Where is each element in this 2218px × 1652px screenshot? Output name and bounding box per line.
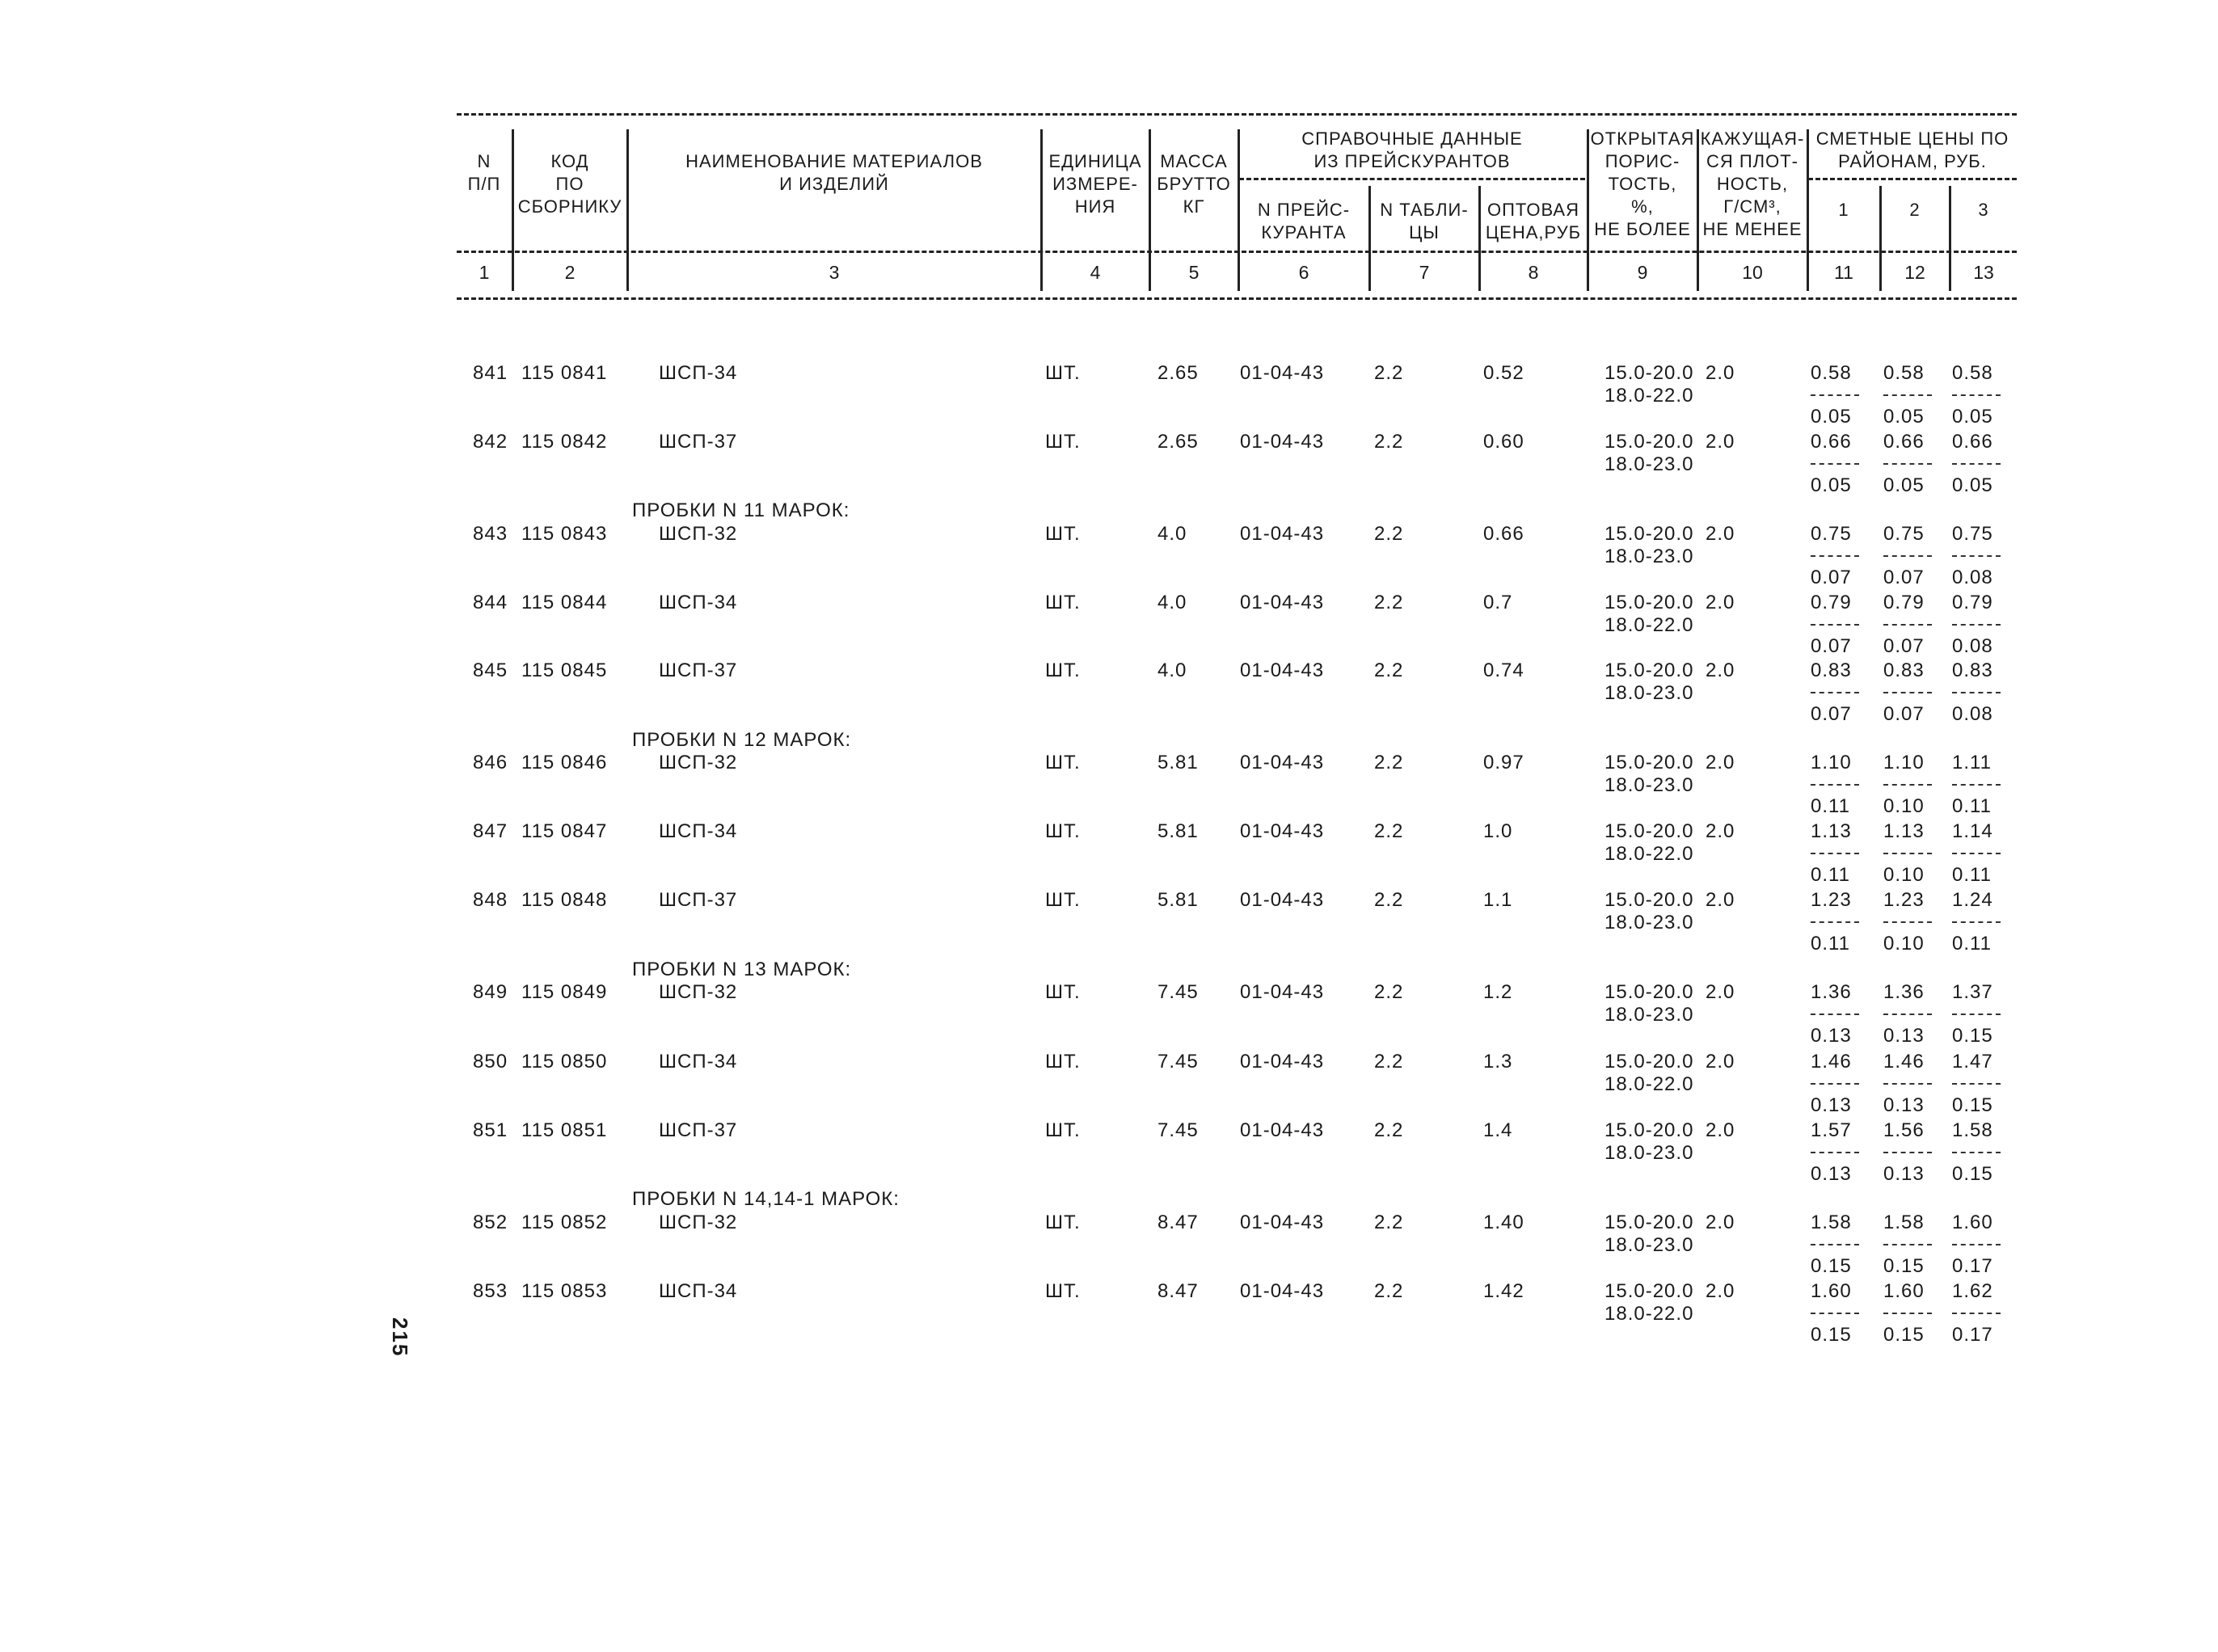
fraction-rule — [1811, 692, 1859, 693]
row-price-region-3: 1.58 — [1952, 1119, 1993, 1141]
row-price-list: 01-04-43 — [1240, 1051, 1325, 1073]
row-unit: ШТ. — [1045, 889, 1081, 911]
colnum-10: 10 — [1742, 262, 1763, 283]
row-unit: ШТ. — [1045, 1280, 1081, 1302]
row-price-region-3: 1.62 — [1952, 1280, 1993, 1302]
row-mass: 7.45 — [1157, 1119, 1199, 1141]
row-price-list: 01-04-43 — [1240, 1280, 1325, 1302]
hdr-ref-group: СПРАВОЧНЫЕ ДАННЫЕ ИЗ ПРЕЙСКУРАНТОВ — [1301, 129, 1523, 171]
fraction-rule — [1811, 921, 1859, 923]
fraction-rule — [1952, 555, 2001, 557]
row-porosity-max: 18.0-22.0 — [1604, 1073, 1694, 1095]
row-price-region-1-secondary: 0.11 — [1811, 795, 1850, 817]
fraction-rule — [1952, 784, 2001, 786]
row-price-region-2-secondary: 0.15 — [1883, 1255, 1925, 1277]
fraction-rule — [1952, 1014, 2001, 1015]
row-density: 2.0 — [1706, 523, 1735, 545]
row-unit: ШТ. — [1045, 1119, 1081, 1141]
row-price-region-2-secondary: 0.13 — [1883, 1025, 1925, 1047]
row-table-number: 2.2 — [1374, 660, 1404, 681]
row-price-region-2-secondary: 0.05 — [1883, 406, 1925, 428]
row-porosity-max: 18.0-23.0 — [1604, 1142, 1694, 1164]
fraction-rule — [1952, 1244, 2001, 1245]
row-porosity-min: 15.0-20.0 — [1604, 752, 1694, 773]
row-porosity-min: 15.0-20.0 — [1604, 1051, 1694, 1073]
row-price-region-2: 1.23 — [1883, 889, 1925, 911]
row-code: 115 0842 — [521, 431, 608, 453]
row-price-region-1: 0.79 — [1811, 592, 1852, 613]
row-price-region-3-secondary: 0.15 — [1952, 1094, 1993, 1116]
hdr-col-3: НАИМЕНОВАНИЕ МАТЕРИАЛОВ И ИЗДЕЛИЙ — [685, 151, 983, 194]
row-porosity-max: 18.0-22.0 — [1604, 843, 1694, 865]
row-table-number: 2.2 — [1374, 981, 1404, 1003]
row-price-region-3: 0.75 — [1952, 523, 1993, 545]
fraction-rule — [1811, 1244, 1859, 1245]
row-porosity-max: 18.0-22.0 — [1604, 385, 1694, 407]
hdr-region-2: 2 — [1909, 200, 1921, 220]
row-price-region-1-secondary: 0.15 — [1811, 1255, 1852, 1277]
group-heading: ПРОБКИ N 14,14-1 МАРОК: — [632, 1188, 900, 1210]
row-name: ШСП-37 — [659, 1119, 738, 1141]
group-heading: ПРОБКИ N 11 МАРОК: — [632, 499, 850, 521]
fraction-rule — [1952, 1152, 2001, 1153]
row-porosity-min: 15.0-20.0 — [1604, 1280, 1694, 1302]
row-unit: ШТ. — [1045, 981, 1081, 1003]
row-price-list: 01-04-43 — [1240, 592, 1325, 613]
row-porosity-max: 18.0-23.0 — [1604, 1234, 1694, 1256]
row-density: 2.0 — [1706, 431, 1735, 453]
row-code: 115 0847 — [521, 820, 608, 842]
row-table-number: 2.2 — [1374, 1119, 1404, 1141]
row-porosity-max: 18.0-22.0 — [1604, 614, 1694, 636]
row-price-region-2-secondary: 0.10 — [1883, 864, 1925, 886]
row-code: 115 0846 — [521, 752, 608, 773]
row-price-list: 01-04-43 — [1240, 820, 1325, 842]
row-price-region-2: 1.56 — [1883, 1119, 1925, 1141]
row-number: 846 — [473, 752, 508, 773]
row-price-region-3: 0.66 — [1952, 431, 1993, 453]
row-name: ШСП-32 — [659, 981, 738, 1003]
fraction-rule — [1811, 1014, 1859, 1015]
row-price-region-1: 0.75 — [1811, 523, 1852, 545]
hdr-col-8: ОПТОВАЯ ЦЕНА,РУБ — [1485, 200, 1582, 242]
row-wholesale-price: 1.3 — [1483, 1051, 1513, 1073]
row-price-region-3-secondary: 0.17 — [1952, 1324, 1993, 1346]
row-price-region-3: 0.79 — [1952, 592, 1993, 613]
row-table-number: 2.2 — [1374, 362, 1404, 384]
row-price-region-3: 0.58 — [1952, 362, 1993, 384]
row-price-region-2: 0.83 — [1883, 660, 1925, 681]
fraction-rule — [1883, 1313, 1932, 1314]
row-name: ШСП-34 — [659, 1051, 738, 1073]
row-code: 115 0845 — [521, 660, 608, 681]
hdr-col-4: ЕДИНИЦА ИЗМЕРЕ- НИЯ — [1048, 151, 1142, 217]
fraction-rule — [1883, 555, 1932, 557]
row-price-region-1: 1.13 — [1811, 820, 1852, 842]
row-unit: ШТ. — [1045, 523, 1081, 545]
row-price-list: 01-04-43 — [1240, 1212, 1325, 1233]
row-table-number: 2.2 — [1374, 820, 1404, 842]
fraction-rule — [1952, 624, 2001, 626]
fraction-rule — [1952, 394, 2001, 396]
row-price-region-1-secondary: 0.07 — [1811, 567, 1852, 588]
row-price-region-3: 0.83 — [1952, 660, 1993, 681]
colnum-6: 6 — [1298, 262, 1309, 283]
row-price-region-3-secondary: 0.08 — [1952, 635, 1993, 657]
row-density: 2.0 — [1706, 1212, 1735, 1233]
row-wholesale-price: 0.74 — [1483, 660, 1524, 681]
row-price-region-2: 0.75 — [1883, 523, 1925, 545]
row-code: 115 0849 — [521, 981, 608, 1003]
row-price-region-2-secondary: 0.07 — [1883, 635, 1925, 657]
colnum-9: 9 — [1637, 262, 1648, 283]
group-heading: ПРОБКИ N 12 МАРОК: — [632, 729, 852, 751]
group-heading: ПРОБКИ N 13 МАРОК: — [632, 959, 852, 980]
row-price-region-1: 1.46 — [1811, 1051, 1852, 1073]
row-price-region-3-secondary: 0.15 — [1952, 1163, 1993, 1185]
row-density: 2.0 — [1706, 1051, 1735, 1073]
row-mass: 2.65 — [1157, 431, 1199, 453]
row-price-region-3: 1.37 — [1952, 981, 1993, 1003]
row-porosity-max: 18.0-23.0 — [1604, 682, 1694, 704]
row-price-list: 01-04-43 — [1240, 1119, 1325, 1141]
row-density: 2.0 — [1706, 1119, 1735, 1141]
row-price-region-2-secondary: 0.13 — [1883, 1163, 1925, 1185]
row-price-region-1: 0.83 — [1811, 660, 1852, 681]
row-name: ШСП-37 — [659, 431, 738, 453]
row-table-number: 2.2 — [1374, 523, 1404, 545]
row-price-region-3-secondary: 0.08 — [1952, 703, 1993, 725]
row-price-region-2: 0.66 — [1883, 431, 1925, 453]
fraction-rule — [1883, 463, 1932, 465]
colnum-12: 12 — [1904, 262, 1925, 283]
row-code: 115 0852 — [521, 1212, 608, 1233]
row-unit: ШТ. — [1045, 1212, 1081, 1233]
row-density: 2.0 — [1706, 820, 1735, 842]
hdr-region-1: 1 — [1838, 200, 1849, 220]
row-code: 115 0851 — [521, 1119, 608, 1141]
row-price-region-1-secondary: 0.13 — [1811, 1094, 1852, 1116]
row-price-region-2-secondary: 0.10 — [1883, 795, 1925, 817]
row-table-number: 2.2 — [1374, 1212, 1404, 1233]
fraction-rule — [1883, 624, 1932, 626]
row-price-region-1: 0.58 — [1811, 362, 1852, 384]
hdr-col-10: КАЖУЩАЯ- СЯ ПЛОТ- НОСТЬ, Г/СМ³, НЕ МЕНЕЕ — [1700, 129, 1805, 239]
row-price-region-3-secondary: 0.15 — [1952, 1025, 1993, 1047]
row-price-region-1: 0.66 — [1811, 431, 1852, 453]
row-price-region-2-secondary: 0.05 — [1883, 474, 1925, 496]
fraction-rule — [1883, 853, 1932, 854]
row-density: 2.0 — [1706, 1280, 1735, 1302]
row-price-region-2: 1.58 — [1883, 1212, 1925, 1233]
row-price-region-3-secondary: 0.11 — [1952, 864, 1992, 886]
row-price-list: 01-04-43 — [1240, 752, 1325, 773]
row-table-number: 2.2 — [1374, 431, 1404, 453]
fraction-rule — [1811, 784, 1859, 786]
row-porosity-min: 15.0-20.0 — [1604, 431, 1694, 453]
colnum-2: 2 — [564, 262, 576, 283]
row-price-region-1-secondary: 0.05 — [1811, 474, 1852, 496]
row-porosity-min: 15.0-20.0 — [1604, 820, 1694, 842]
colnum-5: 5 — [1188, 262, 1200, 283]
row-price-region-1-secondary: 0.11 — [1811, 933, 1850, 955]
row-price-region-1-secondary: 0.13 — [1811, 1163, 1852, 1185]
row-price-region-2: 1.60 — [1883, 1280, 1925, 1302]
row-unit: ШТ. — [1045, 362, 1081, 384]
row-price-region-2-secondary: 0.07 — [1883, 703, 1925, 725]
row-price-region-2: 1.46 — [1883, 1051, 1925, 1073]
row-number: 852 — [473, 1212, 508, 1233]
hdr-price-group: СМЕТНЫЕ ЦЕНЫ ПО РАЙОНАМ, РУБ. — [1815, 129, 2009, 171]
row-price-region-3: 1.24 — [1952, 889, 1993, 911]
row-name: ШСП-32 — [659, 752, 738, 773]
row-price-region-2-secondary: 0.07 — [1883, 567, 1925, 588]
row-wholesale-price: 1.40 — [1483, 1212, 1524, 1233]
row-table-number: 2.2 — [1374, 1280, 1404, 1302]
row-price-region-3-secondary: 0.11 — [1952, 933, 1992, 955]
row-number: 851 — [473, 1119, 508, 1141]
colnum-11: 11 — [1834, 262, 1853, 283]
fraction-rule — [1811, 1313, 1859, 1314]
row-unit: ШТ. — [1045, 660, 1081, 681]
fraction-rule — [1811, 1083, 1859, 1085]
row-price-region-2: 1.10 — [1883, 752, 1925, 773]
fraction-rule — [1883, 921, 1932, 923]
row-mass: 5.81 — [1157, 889, 1199, 911]
row-price-region-1: 1.60 — [1811, 1280, 1852, 1302]
hdr-col-6: N ПРЕЙС- КУРАНТА — [1257, 200, 1351, 242]
row-porosity-min: 15.0-20.0 — [1604, 1119, 1694, 1141]
page-number: 215 — [388, 1317, 412, 1358]
row-price-region-1: 1.58 — [1811, 1212, 1852, 1233]
row-density: 2.0 — [1706, 889, 1735, 911]
row-price-list: 01-04-43 — [1240, 981, 1325, 1003]
row-wholesale-price: 1.42 — [1483, 1280, 1524, 1302]
row-table-number: 2.2 — [1374, 752, 1404, 773]
fraction-rule — [1883, 692, 1932, 693]
fraction-rule — [1952, 463, 2001, 465]
fraction-rule — [1811, 463, 1859, 465]
fraction-rule — [1811, 555, 1859, 557]
row-wholesale-price: 0.60 — [1483, 431, 1524, 453]
row-price-list: 01-04-43 — [1240, 431, 1325, 453]
row-porosity-min: 15.0-20.0 — [1604, 981, 1694, 1003]
row-mass: 8.47 — [1157, 1280, 1199, 1302]
row-price-list: 01-04-43 — [1240, 362, 1325, 384]
colnum-13: 13 — [1973, 262, 1994, 283]
colnum-4: 4 — [1090, 262, 1101, 283]
fraction-rule — [1952, 1083, 2001, 1085]
colnum-8: 8 — [1528, 262, 1539, 283]
row-mass: 7.45 — [1157, 981, 1199, 1003]
row-unit: ШТ. — [1045, 1051, 1081, 1073]
row-porosity-max: 18.0-23.0 — [1604, 912, 1694, 933]
row-mass: 4.0 — [1157, 523, 1187, 545]
row-porosity-min: 15.0-20.0 — [1604, 1212, 1694, 1233]
row-porosity-max: 18.0-23.0 — [1604, 546, 1694, 567]
row-table-number: 2.2 — [1374, 889, 1404, 911]
row-wholesale-price: 1.0 — [1483, 820, 1513, 842]
row-mass: 8.47 — [1157, 1212, 1199, 1233]
fraction-rule — [1883, 394, 1932, 396]
row-number: 841 — [473, 362, 508, 384]
row-porosity-max: 18.0-23.0 — [1604, 1004, 1694, 1026]
row-code: 115 0844 — [521, 592, 608, 613]
row-porosity-max: 18.0-23.0 — [1604, 453, 1694, 475]
row-price-region-3: 1.14 — [1952, 820, 1993, 842]
fraction-rule — [1952, 921, 2001, 923]
row-price-region-3-secondary: 0.05 — [1952, 474, 1993, 496]
row-code: 115 0848 — [521, 889, 608, 911]
fraction-rule — [1811, 394, 1859, 396]
row-number: 843 — [473, 523, 508, 545]
row-porosity-min: 15.0-20.0 — [1604, 660, 1694, 681]
hdr-col-2: КОД ПО СБОРНИКУ — [517, 151, 622, 217]
row-name: ШСП-37 — [659, 889, 738, 911]
row-price-region-2: 1.36 — [1883, 981, 1925, 1003]
fraction-rule — [1952, 853, 2001, 854]
row-name: ШСП-34 — [659, 820, 738, 842]
fraction-rule — [1883, 1152, 1932, 1153]
row-price-region-1-secondary: 0.13 — [1811, 1025, 1852, 1047]
row-price-region-2: 0.79 — [1883, 592, 1925, 613]
row-name: ШСП-34 — [659, 1280, 738, 1302]
row-number: 850 — [473, 1051, 508, 1073]
fraction-rule — [1883, 1244, 1932, 1245]
row-code: 115 0850 — [521, 1051, 608, 1073]
row-number: 845 — [473, 660, 508, 681]
row-number: 853 — [473, 1280, 508, 1302]
fraction-rule — [1883, 1083, 1932, 1085]
row-price-region-3-secondary: 0.17 — [1952, 1255, 1993, 1277]
row-porosity-min: 15.0-20.0 — [1604, 592, 1694, 613]
fraction-rule — [1811, 853, 1859, 854]
row-price-region-2-secondary: 0.10 — [1883, 933, 1925, 955]
row-density: 2.0 — [1706, 592, 1735, 613]
row-density: 2.0 — [1706, 660, 1735, 681]
colnum-7: 7 — [1419, 262, 1430, 283]
row-name: ШСП-32 — [659, 1212, 738, 1233]
row-price-region-2: 1.13 — [1883, 820, 1925, 842]
row-number: 849 — [473, 981, 508, 1003]
fraction-rule — [1883, 1014, 1932, 1015]
row-wholesale-price: 0.7 — [1483, 592, 1513, 613]
row-name: ШСП-34 — [659, 362, 738, 384]
row-price-region-1-secondary: 0.15 — [1811, 1324, 1852, 1346]
row-price-region-2: 0.58 — [1883, 362, 1925, 384]
row-price-region-2-secondary: 0.13 — [1883, 1094, 1925, 1116]
row-mass: 4.0 — [1157, 660, 1187, 681]
row-code: 115 0853 — [521, 1280, 608, 1302]
row-name: ШСП-37 — [659, 660, 738, 681]
fraction-rule — [1952, 1313, 2001, 1314]
row-table-number: 2.2 — [1374, 592, 1404, 613]
row-density: 2.0 — [1706, 362, 1735, 384]
row-name: ШСП-32 — [659, 523, 738, 545]
row-code: 115 0843 — [521, 523, 608, 545]
row-mass: 5.81 — [1157, 820, 1199, 842]
row-table-number: 2.2 — [1374, 1051, 1404, 1073]
row-price-region-1-secondary: 0.05 — [1811, 406, 1852, 428]
row-number: 842 — [473, 431, 508, 453]
row-number: 847 — [473, 820, 508, 842]
row-price-region-2-secondary: 0.15 — [1883, 1324, 1925, 1346]
row-price-region-1-secondary: 0.07 — [1811, 635, 1852, 657]
row-unit: ШТ. — [1045, 592, 1081, 613]
row-density: 2.0 — [1706, 981, 1735, 1003]
row-name: ШСП-34 — [659, 592, 738, 613]
row-price-list: 01-04-43 — [1240, 889, 1325, 911]
row-price-region-1: 1.36 — [1811, 981, 1852, 1003]
row-price-region-3: 1.11 — [1952, 752, 1992, 773]
row-wholesale-price: 1.1 — [1483, 889, 1513, 911]
row-mass: 4.0 — [1157, 592, 1187, 613]
row-price-region-1: 1.57 — [1811, 1119, 1852, 1141]
row-price-list: 01-04-43 — [1240, 523, 1325, 545]
fraction-rule — [1811, 624, 1859, 626]
row-price-region-1-secondary: 0.11 — [1811, 864, 1850, 886]
row-porosity-max: 18.0-23.0 — [1604, 774, 1694, 796]
row-unit: ШТ. — [1045, 752, 1081, 773]
row-price-region-1: 1.23 — [1811, 889, 1852, 911]
fraction-rule — [1952, 692, 2001, 693]
row-unit: ШТ. — [1045, 820, 1081, 842]
row-wholesale-price: 1.4 — [1483, 1119, 1513, 1141]
fraction-rule — [1811, 1152, 1859, 1153]
row-porosity-min: 15.0-20.0 — [1604, 889, 1694, 911]
hdr-col-7: N ТАБЛИ- ЦЫ — [1380, 200, 1469, 242]
row-wholesale-price: 1.2 — [1483, 981, 1513, 1003]
row-price-region-3: 1.47 — [1952, 1051, 1993, 1073]
row-price-region-3-secondary: 0.05 — [1952, 406, 1993, 428]
fraction-rule — [1883, 784, 1932, 786]
row-unit: ШТ. — [1045, 431, 1081, 453]
row-price-region-3: 1.60 — [1952, 1212, 1993, 1233]
row-price-region-3-secondary: 0.08 — [1952, 567, 1993, 588]
row-code: 115 0841 — [521, 362, 608, 384]
row-porosity-max: 18.0-22.0 — [1604, 1303, 1694, 1325]
row-density: 2.0 — [1706, 752, 1735, 773]
row-mass: 2.65 — [1157, 362, 1199, 384]
hdr-region-3: 3 — [1978, 200, 1989, 220]
hdr-col-9: ОТКРЫТАЯ ПОРИС- ТОСТЬ, %, НЕ БОЛЕЕ — [1590, 129, 1695, 239]
row-wholesale-price: 0.97 — [1483, 752, 1524, 773]
colnum-1: 1 — [479, 262, 490, 283]
row-price-region-1: 1.10 — [1811, 752, 1852, 773]
row-porosity-min: 15.0-20.0 — [1604, 523, 1694, 545]
row-mass: 7.45 — [1157, 1051, 1199, 1073]
row-porosity-min: 15.0-20.0 — [1604, 362, 1694, 384]
row-mass: 5.81 — [1157, 752, 1199, 773]
hdr-col-5: МАССА БРУТТО КГ — [1157, 151, 1231, 217]
row-number: 844 — [473, 592, 508, 613]
row-price-region-3-secondary: 0.11 — [1952, 795, 1992, 817]
row-number: 848 — [473, 889, 508, 911]
row-price-region-1-secondary: 0.07 — [1811, 703, 1852, 725]
row-price-list: 01-04-43 — [1240, 660, 1325, 681]
colnum-3: 3 — [829, 262, 840, 283]
row-wholesale-price: 0.52 — [1483, 362, 1524, 384]
hdr-col-1: N П/П — [467, 151, 501, 194]
row-wholesale-price: 0.66 — [1483, 523, 1524, 545]
